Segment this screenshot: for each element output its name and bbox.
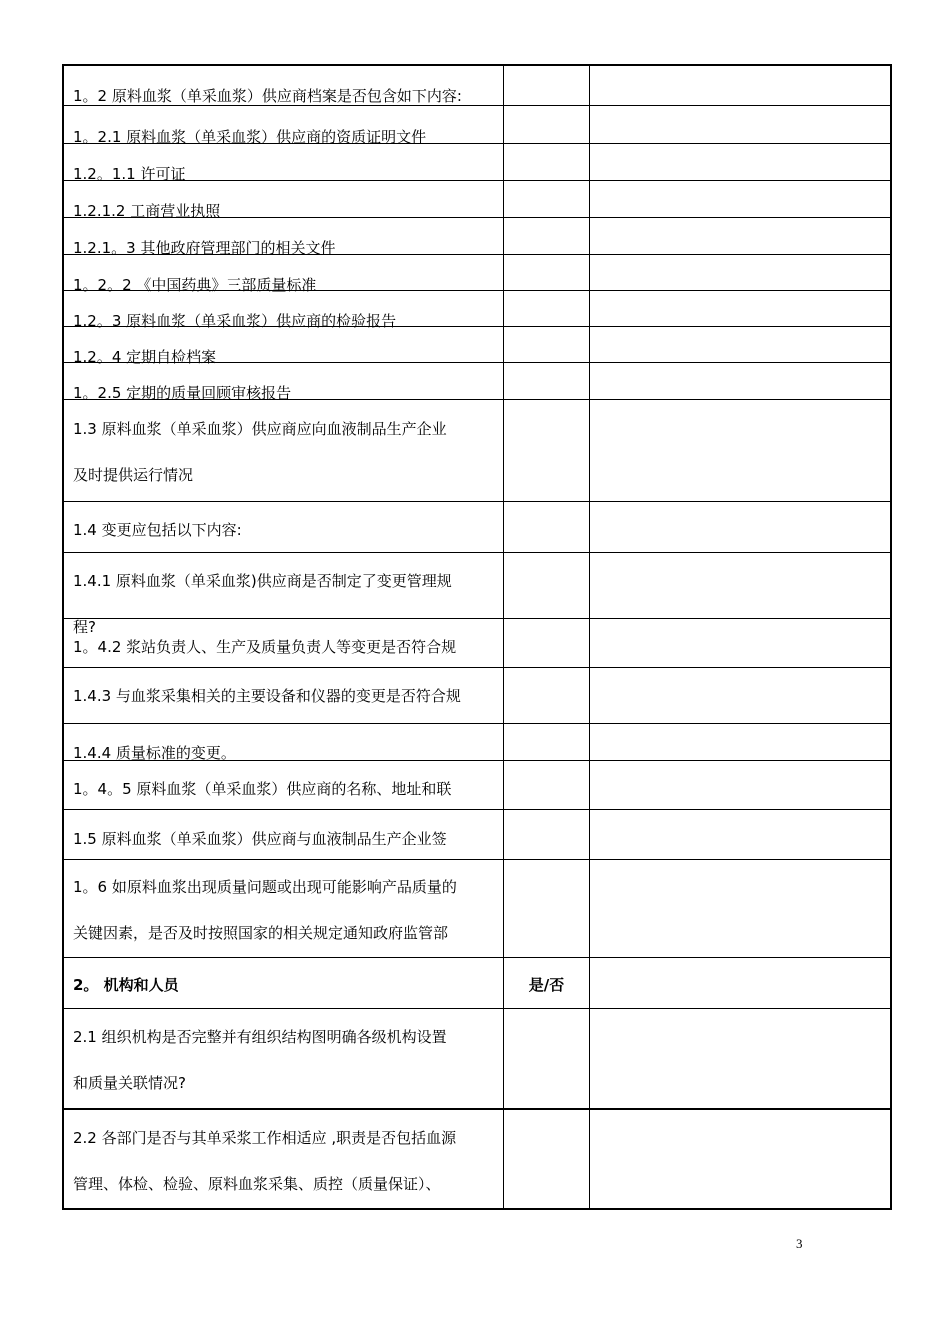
remarks-cell [590,1009,890,1108]
question-text: 1。4。5 原料血浆（单采血浆）供应商的名称、地址和联 [73,780,452,798]
question-cell [64,66,504,105]
section-header-row [64,958,890,1009]
remarks-cell [590,255,890,290]
question-cell [64,218,504,257]
question-cell [64,502,504,552]
remarks-cell [590,291,890,326]
question-text: 1。2 原料血浆（单采血浆）供应商档案是否包含如下内容: [73,87,462,105]
table-row [64,860,890,958]
answer-cell [504,291,590,326]
question-text: 程? [73,618,96,636]
answer-cell [504,106,590,143]
table-row [64,619,890,668]
question-cell [64,761,504,809]
remarks-cell [590,724,890,760]
remarks-cell [590,106,890,143]
question-cell [64,327,504,366]
remarks-cell [590,553,890,618]
answer-cell [504,761,590,809]
question-text: 1.4 变更应包括以下内容: [73,521,242,539]
question-cell [64,1110,504,1208]
table-row [64,363,890,400]
remarks-cell [590,668,890,723]
remarks-cell [590,144,890,180]
question-text: 管理、体检、检验、原料血浆采集、质控（质量保证）、 [73,1175,441,1193]
remarks-cell [590,761,890,809]
question-cell [64,810,504,859]
table-row [64,106,890,144]
remarks-cell [590,860,890,957]
checklist-table [62,64,892,1210]
answer-cell [504,619,590,667]
table-row [64,255,890,294]
question-cell [64,958,504,1008]
table-row [64,810,890,860]
answer-cell [504,144,590,180]
question-cell [64,619,504,667]
answer-cell [504,66,590,105]
question-text: 1。4.2 浆站负责人、生产及质量负责人等变更是否符合规 [73,638,457,656]
answer-cell [504,502,590,552]
question-cell [64,181,504,220]
answer-cell [504,1110,590,1208]
question-text: 2.2 各部门是否与其单采浆工作相适应 ,职责是否包括血源 [73,1129,457,1147]
table-row [64,724,890,761]
table-row [64,1110,890,1208]
yes-no-header: 是/否 [528,976,565,994]
question-cell [64,724,504,760]
question-text: 1.4.3 与血浆采集相关的主要设备和仪器的变更是否符合规 [73,687,461,705]
question-cell [64,291,504,330]
question-text: 和质量关联情况? [73,1074,186,1092]
question-text: 1.4.1 原料血浆（单采血浆)供应商是否制定了变更管理规 [73,572,452,590]
question-cell [64,553,504,636]
question-cell [64,144,504,183]
page-number: 3 [796,1236,803,1251]
remarks-cell [590,181,890,217]
question-cell [64,363,504,402]
answer-cell [504,327,590,362]
question-text: 关键因素，是否及时按照国家的相关规定通知政府监管部 [73,924,449,942]
table-row [64,181,890,218]
answer-cell [504,218,590,254]
remarks-cell [590,1110,890,1208]
remarks-cell [590,363,890,399]
table-row [64,502,890,553]
question-cell [64,860,504,957]
question-cell [64,1009,504,1108]
table-row [64,400,890,502]
remarks-cell [590,958,890,1008]
table-row [64,66,890,106]
answer-cell [504,860,590,957]
question-text: 及时提供运行情况 [73,466,194,484]
answer-cell [504,958,590,1008]
question-text: 1。2。2 《中国药典》三部质量标准 [73,276,317,294]
question-text: 1。2.1 原料血浆（单采血浆）供应商的资质证明文件 [73,128,427,146]
remarks-cell [590,810,890,859]
table-row [64,1009,890,1110]
question-text: 1.2.1。3 其他政府管理部门的相关文件 [73,239,336,257]
question-text: 1.2。3 原料血浆（单采血浆）供应商的检验报告 [73,312,397,330]
question-cell [64,668,504,723]
table-row [64,218,890,255]
answer-cell [504,668,590,723]
question-cell [64,106,504,146]
answer-cell [504,181,590,217]
table-row [64,553,890,636]
remarks-cell [590,400,890,501]
question-cell [64,400,504,501]
remarks-cell [590,619,890,667]
question-text: 1.2。4 定期自检档案 [73,348,217,366]
question-text: 1。2.5 定期的质量回顾审核报告 [73,384,292,402]
table-row [64,291,890,330]
table-row [64,668,890,724]
answer-cell [504,400,590,501]
remarks-cell [590,502,890,552]
question-cell [64,255,504,294]
remarks-cell [590,218,890,254]
question-text: 1。6 如原料血浆出现质量问题或出现可能影响产品质量的 [73,878,457,896]
table-row [64,761,890,810]
question-text: 1.2。1.1 许可证 [73,165,186,183]
answer-cell [504,363,590,399]
table-row [64,327,890,366]
remarks-cell [590,327,890,362]
answer-cell [504,553,590,618]
question-text: 1.2.1.2 工商营业执照 [73,202,221,220]
remarks-cell [590,66,890,105]
answer-cell [504,255,590,290]
question-text: 1.4.4 质量标准的变更。 [73,744,236,762]
question-text: 2.1 组织机构是否完整并有组织结构图明确各级机构设置 [73,1028,447,1046]
table-row [64,144,890,181]
answer-cell [504,1009,590,1108]
question-text: 1.3 原料血浆（单采血浆）供应商应向血液制品生产企业 [73,420,447,438]
answer-cell [504,810,590,859]
question-text: 1.5 原料血浆（单采血浆）供应商与血液制品生产企业签 [73,830,447,848]
answer-cell [504,724,590,760]
section-title: 2。 机构和人员 [73,976,179,994]
